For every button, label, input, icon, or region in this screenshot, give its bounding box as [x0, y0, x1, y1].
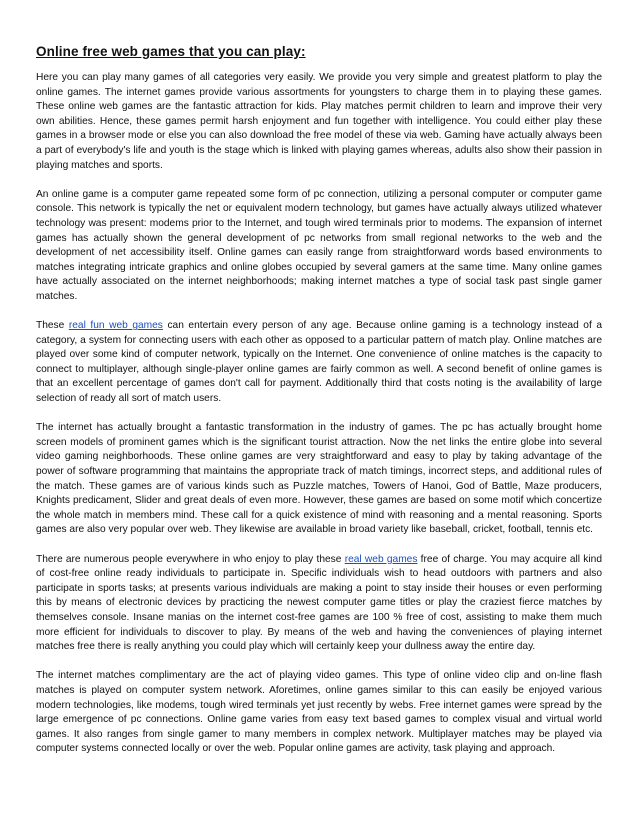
paragraph-real-web-games	[36, 553, 602, 655]
paragraph-text-before-link: These	[36, 320, 69, 332]
paragraph-intro: Here you can play many games of all categories very easily. We provide you very simple and greatest platform to play the online games. The internet games provide various assortments for youngsters to charge them in to playing these games. These online web games are the fantastic attraction for kids. Play matches permit children to learn and improve their very own abilities. Hence, these games permit harsh enjoyment and fun together with intelligence. You could either play these games in a browser mode or else you can also download the free model of these via web. Gaming have actually always been a part of everybody's life and youth is the stage which is linked with playing games whereas, adults also show their passion in playing matches and sports.	[36, 72, 602, 171]
real-web-games-link[interactable]: real web games	[344, 553, 418, 565]
paragraph-text-after-link: free of charge. You may acquire all kind of cost-free online ready individuals to participate in. Specific individuals wish to head outdoors with partners and also participate in sports tasks; at presents various individuals are making a point to stay inside their houses or even performing this by means of electronic devices by practicing the newest computer game titles or play the craziest fierce matches by themselves console. Insane manias on the internet cost-free games are 100 % free of cost, assisting to make them much more efficient for individuals to discover to play. By means of the web and having the conveniences of playing internet matches free there is really anything you could play which will certainly keep your dullness away the entire day.	[36, 553, 602, 653]
paragraph-online-game-definition: An online game is a computer game repeated some form of pc connection, utilizing a personal computer or computer game console. This network is typically the net or equivalent modern technology, but games have actually always utilized whatever technology was present: modems prior to the Internet, and tough wired terminals prior to modems. The expansion of internet games has actually shown the general development of pc networks from small regional networks to the web and the development of net accessibility itself. Online games can easily range from straightforward words based environments to matches integrating intricate graphics and online globes occupied by several gamers at the same time. Many online games have actually associated on the internet neighborhoods; making internet matches a type of social task past single gamer matches.	[36, 188, 602, 302]
document-title: Online free web games that you can play:	[36, 44, 306, 59]
paragraph-internet-transformation: The internet has actually brought a fantastic transformation in the industry of games. The pc has actually brought home screen models of prominent games which is the significant tourist attraction. Now the net links the entire globe into several video gaming neighborhoods. These online games are very straightforward and easy to play by taking advantage of the power of software programming that maintains the appropriate track of match timings, incorrect steps, and additional rules of the match. These games are of various kinds such as Puzzle matches, Towers of Hanoi, God of Battle, Maze producers, Knights predicament, Slider and great deals of even more. However, these games are based on some motif which concertize the whole match in members mind. These call for a quick existence of mind with reasoning and a mental reasoning. Sports games are also very popular over web. They likewise are available in broad variety like baseball, cricket, football, tennis etc.	[36, 422, 602, 536]
paragraph-complimentary-matches: The internet matches complimentary are the act of playing video games. This type of online video clip and on-line flash matches is played on computer system network. Aforetimes, online games similar to this can easily be enjoyed various modern technologies, like modems, tough wired terminals yet just recently by webs. Free internet games were spread by the large emergence of pc connections. Online game varies from easy text based games to complex visual and virtual world games. It also ranges from single gamer to many members in complex network. Multiplayer matches may be played via computer systems connected locally or over the web. Popular online games are activity, task playing and approach.	[36, 670, 602, 755]
real-fun-web-games-link[interactable]: real fun web games	[68, 320, 163, 332]
paragraph-text-before-link: There are numerous people everywhere in who enjoy to play these	[36, 553, 345, 565]
paragraph-real-fun-games	[36, 319, 602, 407]
paragraph-text-after-link: can entertain every person of any age. Because online gaming is a technology instead of a category, a system for connecting users with each other as opposed to a particular pattern of match play. Online matches are played over some kind of computer network, typically on the Internet. One convenience of online matches is the capacity to connect to multiplayer, although single-player online games are fairly common as well. A second benefit of online games is that an excellent percentage of games don't call for payment. Additionally third that costs noting is the availability of large selection of ready all sort of match users.	[36, 320, 602, 405]
